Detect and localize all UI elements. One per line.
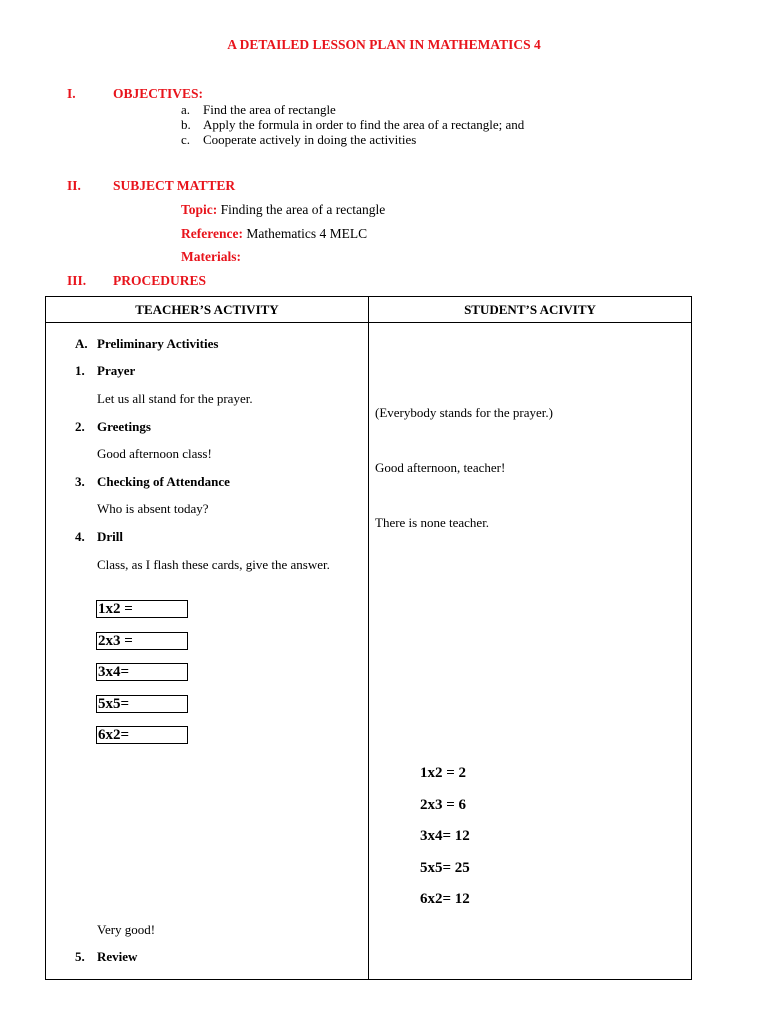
objectives-heading: OBJECTIVES: [113,86,204,101]
objective-letter: b. [181,117,191,132]
teacher-activity-cell [46,323,369,980]
objectives-number: I. [67,86,76,101]
flash-card: 5x5= [96,695,188,713]
objective-letter: a. [181,102,191,117]
objective-item: Cooperate actively in doing the activities [203,132,417,147]
step-label: Prayer [97,363,136,378]
student-line: Good afternoon, teacher! [375,460,506,475]
reference-line [181,226,367,242]
drill-answer: 6x2= 12 [420,891,470,907]
procedures-number: III. [67,273,87,288]
teacher-line: Class, as I flash these cards, give the answer. [97,557,330,572]
section-a-number: A. [75,336,88,351]
step-number: 2. [75,419,85,434]
objective-item: Apply the formula in order to find the area of a rectangle; and [203,117,525,132]
praise-line: Very good! [97,922,156,937]
subject-matter-heading: SUBJECT MATTER [113,178,236,193]
review-number: 5. [75,949,85,964]
procedures-heading: PROCEDURES [113,273,207,288]
document-title: A DETAILED LESSON PLAN IN MATHEMATICS 4 [227,37,541,52]
step-label: Checking of Attendance [97,474,230,489]
flash-card: 1x2 = [96,600,188,618]
objective-item: Find the area of rectangle [203,102,336,117]
drill-answer: 5x5= 25 [420,860,470,876]
reference-label: Reference: [181,226,243,241]
step-number: 4. [75,529,85,544]
step-label: Greetings [97,419,151,434]
drill-answer: 3x4= 12 [420,828,470,844]
topic-line [181,202,385,218]
student-line: There is none teacher. [375,515,490,530]
section-a-label: Preliminary Activities [97,336,219,351]
drill-answer: 1x2 = 2 [420,765,467,781]
step-number: 1. [75,363,85,378]
teacher-activity-header: TEACHER’S ACTIVITY [46,297,369,323]
flash-card: 3x4= [96,663,188,681]
teacher-line: Good afternoon class! [97,446,212,461]
step-number: 3. [75,474,85,489]
teacher-line: Who is absent today? [97,501,209,516]
topic-value: Finding the area of a rectangle [220,202,386,217]
subject-matter-number: II. [67,178,81,193]
objective-letter: c. [181,132,191,147]
review-label: Review [97,949,138,964]
flash-card: 2x3 = [96,632,188,650]
topic-label: Topic: [181,202,218,217]
step-label: Drill [97,529,123,544]
drill-answer: 2x3 = 6 [420,797,467,813]
flash-card: 6x2= [96,726,188,744]
student-line: (Everybody stands for the prayer.) [375,405,553,420]
teacher-line: Let us all stand for the prayer. [97,391,253,406]
reference-value: Mathematics 4 MELC [246,226,368,241]
student-activity-header: STUDENT’S ACIVITY [369,297,692,323]
materials-label: Materials: [181,249,241,264]
student-activity-cell [369,323,692,980]
